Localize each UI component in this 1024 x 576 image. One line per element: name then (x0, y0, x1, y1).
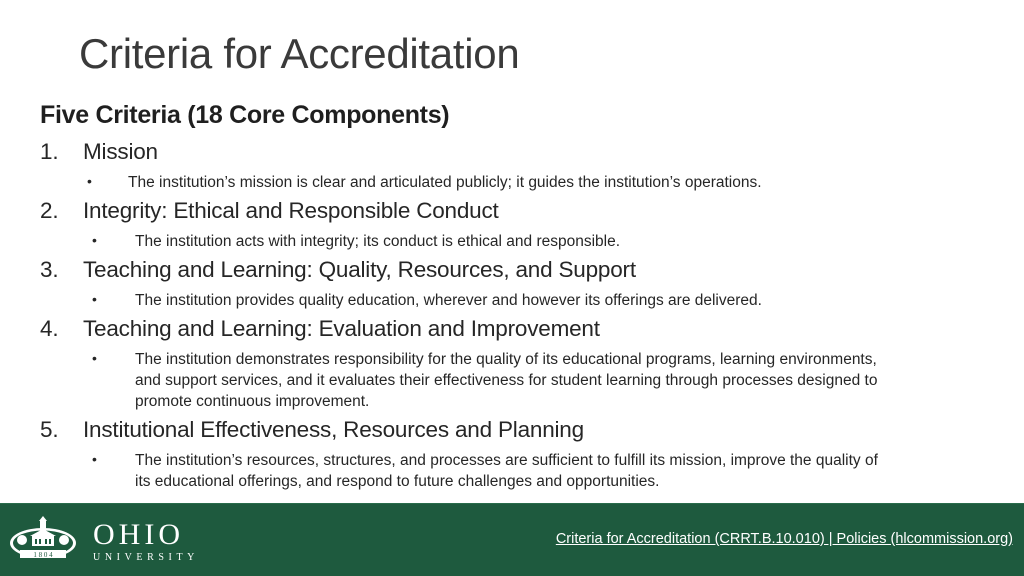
logo-subtext: UNIVERSITY (93, 552, 199, 563)
description-line: and support services, and it evaluates their effectiveness for student learning through processes designed to (135, 372, 878, 389)
university-logo (93, 520, 199, 564)
criterion-3-description (135, 290, 1010, 311)
criterion-name: Institutional Effectiveness, Resources and Planning (83, 417, 584, 442)
criterion-name: Integrity: Ethical and Responsible Conduct (83, 198, 499, 223)
criterion-number: 2. (40, 198, 59, 223)
criterion-5-description (135, 450, 1015, 492)
bullet-icon: • (87, 173, 92, 189)
criterion-name: Teaching and Learning: Evaluation and Improvement (83, 316, 600, 341)
logo-wordmark: OHIO (93, 518, 184, 551)
criterion-4-heading (40, 316, 600, 342)
criterion-3-heading (40, 257, 636, 283)
criterion-1-description (128, 172, 1008, 193)
description-line: The institution’s mission is clear and articulated publicly; it guides the institution’s operations. (128, 174, 762, 191)
university-seal-icon (8, 514, 78, 569)
criterion-name: Mission (83, 139, 158, 164)
criterion-number: 1. (40, 139, 59, 164)
criterion-number: 5. (40, 417, 59, 442)
bullet-icon: • (92, 291, 97, 307)
description-line: promote continuous improvement. (135, 393, 370, 410)
criterion-4-description (135, 349, 1015, 412)
seal-year: 1 8 0 4 (33, 551, 53, 559)
criterion-2-heading (40, 198, 499, 224)
footer-bar (0, 504, 1024, 576)
criterion-1-heading (40, 139, 158, 165)
description-line: The institution’s resources, structures, and processes are sufficient to fulfill its mission, improve the quality of (135, 452, 878, 469)
criterion-name: Teaching and Learning: Quality, Resources, and Support (83, 257, 636, 282)
description-line: The institution provides quality education, wherever and however its offerings are delivered. (135, 292, 762, 309)
criterion-5-heading (40, 417, 584, 443)
description-line: The institution demonstrates responsibility for the quality of its educational programs, learning environments, (135, 351, 877, 368)
description-line: The institution acts with integrity; its conduct is ethical and responsible. (135, 233, 621, 250)
criteria-subtitle: Five Criteria (18 Core Components) (40, 101, 450, 129)
criterion-2-description (135, 231, 1010, 252)
bullet-icon: • (92, 350, 97, 366)
bullet-icon: • (92, 232, 97, 248)
criterion-number: 3. (40, 257, 59, 282)
policy-link[interactable]: Criteria for Accreditation (CRRT.B.10.010) | Policies (hlcommission.org) (555, 531, 1013, 547)
description-line: its educational offerings, and respond to future challenges and opportunities. (135, 473, 660, 490)
slide-title: Criteria for Accreditation (79, 30, 520, 77)
criterion-number: 4. (40, 316, 59, 341)
bullet-icon: • (92, 451, 97, 467)
